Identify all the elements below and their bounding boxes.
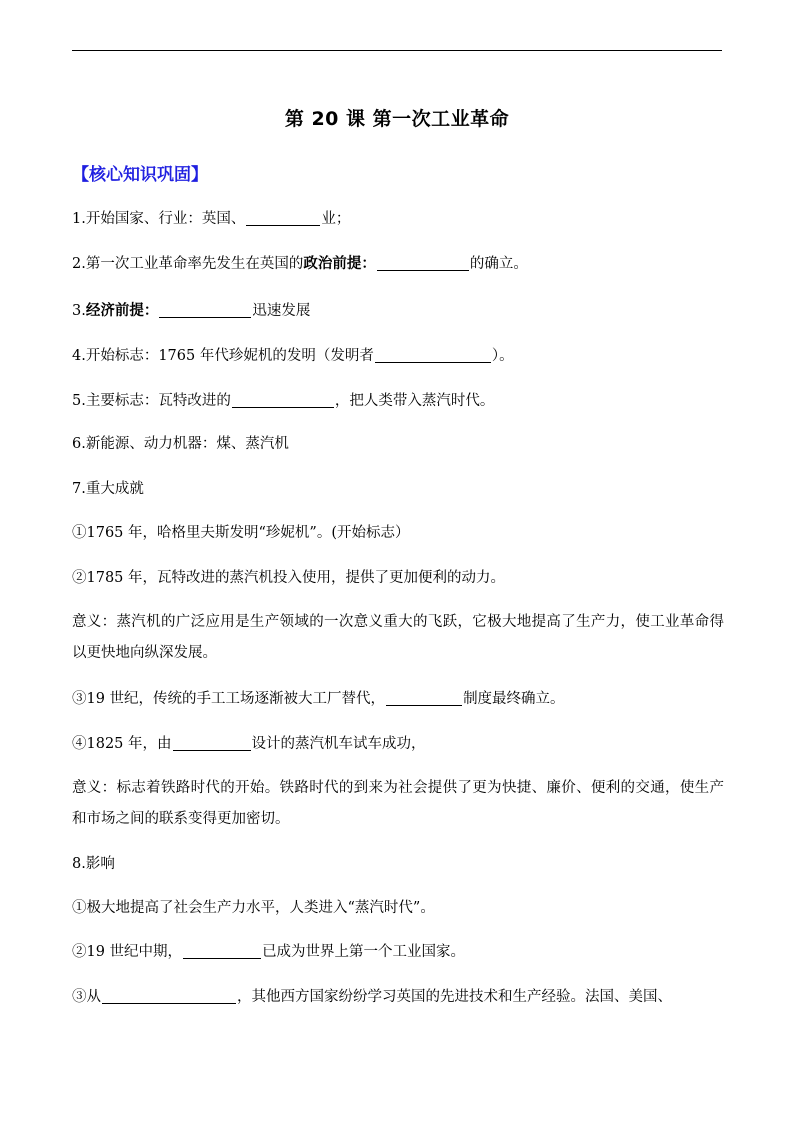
- item-4: 4.开始标志：1765 年代珍妮机的发明（发明者 ）。: [72, 348, 514, 364]
- item-7-a: ①1765 年，哈格里夫斯发明“珍妮机”。(开始标志）: [72, 525, 410, 541]
- fill-blank-8[interactable]: [183, 942, 261, 959]
- item-8-a: ①极大地提高了社会生产力水平，人类进入“蒸汽时代”。: [72, 900, 435, 916]
- item-8-c: ③从 ，其他西方国家纷纷学习英国的先进技术和生产经验。法国、美国、: [72, 989, 672, 1005]
- item-7-b-significance: 意义：蒸汽机的广泛应用是生产领域的一次意义重大的飞跃，它极大地提高了生产力，使工业革命得以更快地向纵深发展。: [72, 614, 724, 661]
- fill-blank-2[interactable]: [377, 254, 469, 271]
- fill-blank-3[interactable]: [159, 301, 251, 318]
- item-7-d-significance: 意义：标志着铁路时代的开始。铁路时代的到来为社会提供了更为快捷、廉价、便利的交通，使生产和市场之间的联系变得更加密切。: [72, 780, 724, 827]
- page-title: 第 20 课 第一次工业革命: [284, 108, 510, 130]
- item-5: 5.主要标志：瓦特改进的 ，把人类带入蒸汽时代。: [72, 393, 495, 409]
- item-6: 6.新能源、动力机器：煤、蒸汽机: [72, 436, 289, 452]
- item-2: 2.第一次工业革命率先发生在英国的政治前提： 的确立。: [72, 255, 528, 272]
- item-3: 3.经济前提： 迅速发展: [72, 302, 311, 319]
- fill-blank-6[interactable]: [386, 689, 462, 706]
- item-7-c: ③19 世纪，传统的手工工场逐渐被大工厂替代， 制度最终确立。: [72, 691, 565, 707]
- item-1: 1.开始国家、行业：英国、 业；: [72, 211, 351, 227]
- fill-blank-5[interactable]: [232, 391, 334, 408]
- section-heading: 【核心知识巩固】: [72, 165, 208, 185]
- header-rule: [72, 50, 722, 51]
- item-8-b: ②19 世纪中期， 已成为世界上第一个工业国家。: [72, 944, 466, 960]
- item-7-d: ④1825 年，由 设计的蒸汽机车试车成功，: [72, 736, 426, 752]
- fill-blank-7[interactable]: [173, 734, 251, 751]
- fill-blank-9[interactable]: [102, 987, 236, 1004]
- fill-blank-4[interactable]: [375, 346, 491, 363]
- item-7-b: ②1785 年，瓦特改进的蒸汽机投入使用，提供了更加便利的动力。: [72, 570, 506, 586]
- fill-blank-1[interactable]: [246, 209, 320, 226]
- item-8: 8.影响: [72, 856, 115, 872]
- item-7: 7.重大成就: [72, 481, 144, 497]
